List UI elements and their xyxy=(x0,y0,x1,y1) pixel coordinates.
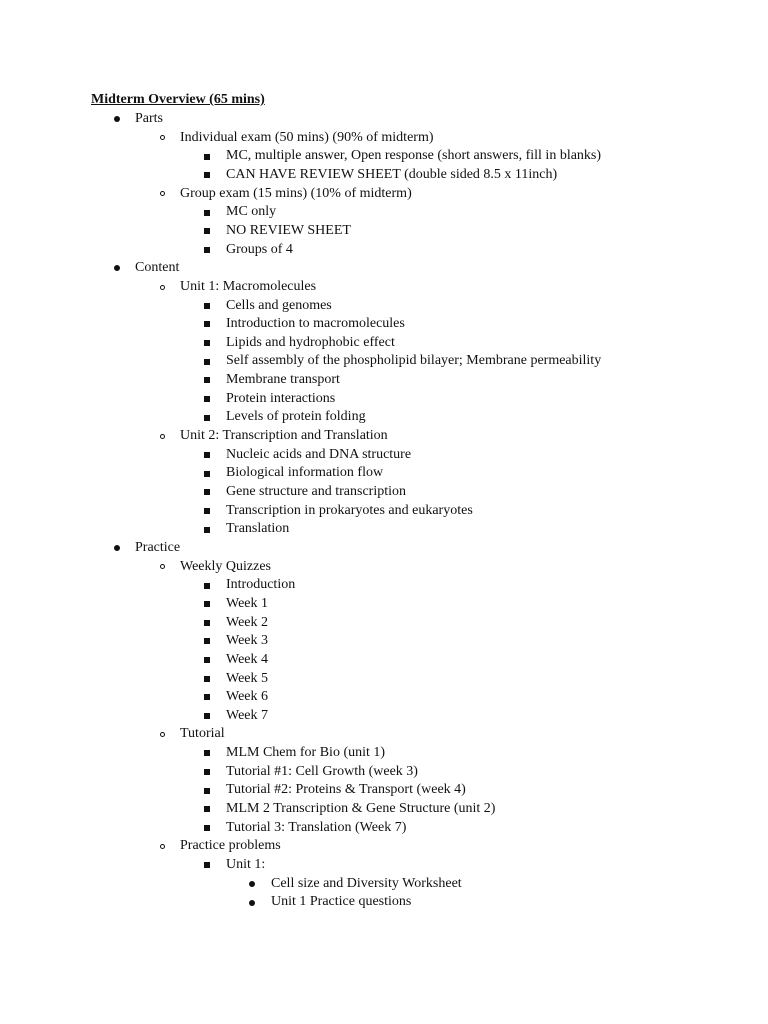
list-item-text: Cell size and Diversity Worksheet xyxy=(271,875,462,891)
bullet-disc-icon xyxy=(246,893,258,912)
list-item-text: Week 1 xyxy=(226,595,269,611)
bullet-square-icon xyxy=(201,632,213,651)
bullet-square-icon xyxy=(201,595,213,614)
bullet-square-icon xyxy=(201,576,213,595)
list-item-text: Levels of protein folding xyxy=(226,409,366,425)
list-item-text: Content xyxy=(135,260,180,276)
bullet-square-icon xyxy=(201,763,213,782)
bullet-circle-icon xyxy=(156,278,168,297)
list-item-text: Biological information flow xyxy=(226,465,384,481)
document-title: Midterm Overview (65 mins) xyxy=(91,92,265,107)
list-item-text: Protein interactions xyxy=(226,390,336,406)
list-item-text: Membrane transport xyxy=(226,372,340,388)
list-item-text: MLM 2 Transcription & Gene Structure (unit 2) xyxy=(226,801,496,816)
bullet-circle-icon xyxy=(156,185,168,204)
list-item-text: Practice problems xyxy=(180,838,281,854)
list-item-text: NO REVIEW SHEET xyxy=(226,222,351,238)
bullet-square-icon xyxy=(201,819,213,838)
list-item-text: Individual exam (50 mins) (90% of midterm) xyxy=(180,129,434,145)
list-item-text: Translation xyxy=(226,521,290,537)
bullet-circle-icon xyxy=(156,558,168,577)
bullet-circle-icon xyxy=(156,427,168,446)
list-item-text: Cells and genomes xyxy=(226,297,332,313)
list-item-text: Weekly Quizzes xyxy=(180,558,271,574)
bullet-square-icon xyxy=(201,166,213,185)
bullet-square-icon xyxy=(201,502,213,521)
bullet-square-icon xyxy=(201,446,213,465)
list-item-text: Nucleic acids and DNA structure xyxy=(226,446,412,462)
bullet-square-icon xyxy=(201,707,213,726)
list-item-text: Parts xyxy=(135,111,163,126)
list-item-text: Tutorial #1: Cell Growth (week 3) xyxy=(226,763,418,779)
bullet-square-icon xyxy=(201,781,213,800)
list-item-text: Groups of 4 xyxy=(226,241,293,257)
list-item-text: Self assembly of the phospholipid bilayer; Membrane permeability xyxy=(226,353,602,369)
bullet-square-icon xyxy=(201,371,213,390)
list-item-text: Group exam (15 mins) (10% of midterm) xyxy=(180,185,412,201)
bullet-disc-icon xyxy=(111,110,123,129)
bullet-square-icon xyxy=(201,390,213,409)
bullet-square-icon xyxy=(201,520,213,539)
list-item-text: Gene structure and transcription xyxy=(226,484,406,499)
list-item-text: Transcription in prokaryotes and eukaryotes xyxy=(226,502,473,518)
list-item-text: Unit 1 Practice questions xyxy=(271,894,412,910)
list-item-text: Tutorial 3: Translation (Week 7) xyxy=(226,819,407,835)
bullet-square-icon xyxy=(201,222,213,241)
bullet-square-icon xyxy=(201,352,213,371)
list-item-text: Week 5 xyxy=(226,670,269,686)
list-item-text: Unit 2: Transcription and Translation xyxy=(180,428,388,443)
bullet-disc-icon xyxy=(111,539,123,558)
list-item-text: Week 3 xyxy=(226,633,269,649)
bullet-square-icon xyxy=(201,297,213,316)
list-item-text: Unit 1: Macromolecules xyxy=(180,278,317,294)
bullet-square-icon xyxy=(201,670,213,689)
bullet-square-icon xyxy=(201,856,213,875)
bullet-square-icon xyxy=(201,614,213,633)
bullet-square-icon xyxy=(201,334,213,353)
bullet-square-icon xyxy=(201,203,213,222)
bullet-circle-icon xyxy=(156,129,168,148)
bullet-square-icon xyxy=(201,147,213,166)
bullet-square-icon xyxy=(201,241,213,260)
list-item-text: Tutorial #2: Proteins & Transport (week 4) xyxy=(226,782,466,798)
list-item-text: MC only xyxy=(226,204,277,220)
list-item-text: Week 4 xyxy=(226,651,269,667)
list-item-text: MLM Chem for Bio (unit 1) xyxy=(226,745,386,761)
bullet-disc-icon xyxy=(111,259,123,278)
bullet-square-icon xyxy=(201,651,213,670)
list-item-text: Unit 1: xyxy=(226,857,266,872)
bullet-disc-icon xyxy=(246,875,258,894)
list-item-text: Week 7 xyxy=(226,707,269,723)
bullet-circle-icon xyxy=(156,837,168,856)
list-item-text: CAN HAVE REVIEW SHEET (double sided 8.5 x 11inch) xyxy=(226,166,558,182)
bullet-square-icon xyxy=(201,800,213,819)
list-item-text: MC, multiple answer, Open response (short answers, fill in blanks) xyxy=(226,148,602,164)
list-item-text: Tutorial xyxy=(180,726,225,742)
bullet-circle-icon xyxy=(156,725,168,744)
bullet-square-icon xyxy=(201,464,213,483)
list-item-text: Week 2 xyxy=(226,614,269,630)
bullet-square-icon xyxy=(201,315,213,334)
bullet-square-icon xyxy=(201,408,213,427)
list-item-text: Week 6 xyxy=(226,689,269,705)
list-item-text: Lipids and hydrophobic effect xyxy=(226,334,395,350)
bullet-square-icon xyxy=(201,744,213,763)
bullet-square-icon xyxy=(201,483,213,502)
bullet-square-icon xyxy=(201,688,213,707)
list-item-text: Introduction to macromolecules xyxy=(226,316,405,332)
list-item-text: Practice xyxy=(135,540,181,555)
list-item-text: Introduction xyxy=(226,577,296,593)
